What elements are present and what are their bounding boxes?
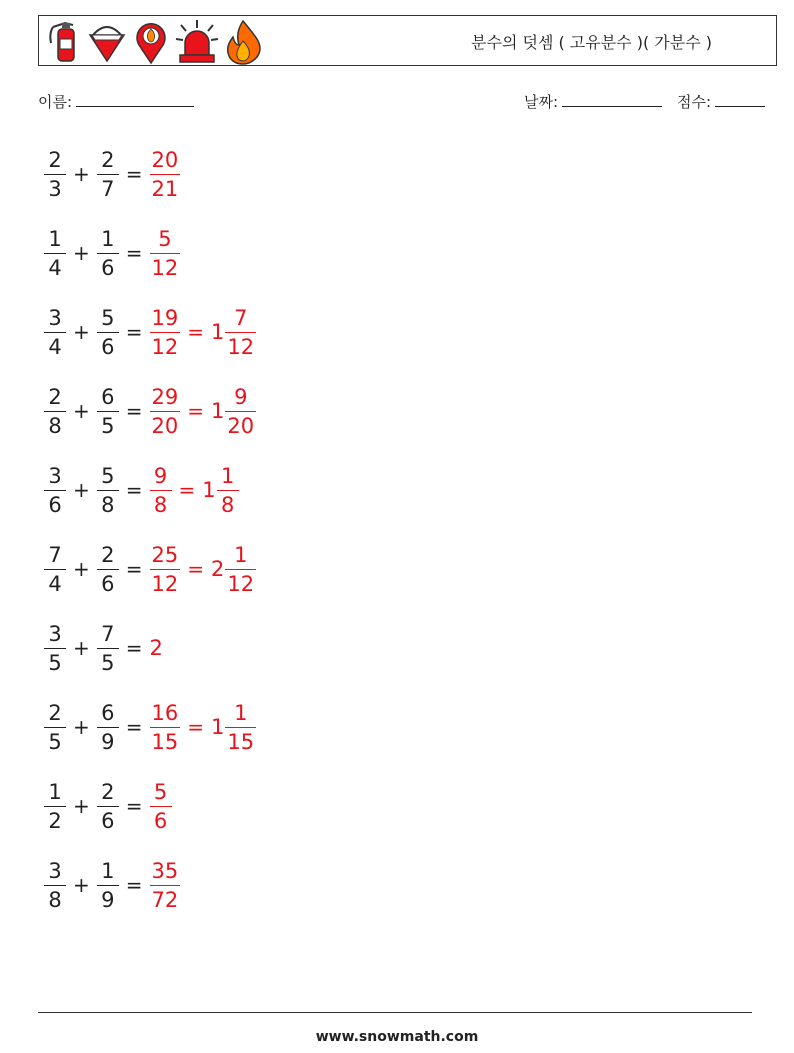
problem-row <box>44 616 164 680</box>
addend-fraction <box>97 621 119 676</box>
addend-fraction-denominator: 8 <box>101 492 115 517</box>
mixed-number-whole: 2 <box>211 557 225 581</box>
addend-fraction-numerator: 2 <box>101 542 115 567</box>
answer-fraction-denominator: 72 <box>151 887 179 912</box>
footer-divider <box>38 1012 752 1013</box>
addend-fraction-denominator: 6 <box>101 808 115 833</box>
addend-fraction-bar <box>97 332 119 333</box>
equals-sign: = <box>125 715 143 739</box>
addend-fraction-bar <box>44 332 66 333</box>
addend-fraction-numerator: 5 <box>101 463 115 488</box>
mixed-number-fraction-bar <box>225 727 256 728</box>
equals-sign: = <box>187 557 205 581</box>
answer-fraction-bar <box>150 174 181 175</box>
plus-sign: + <box>73 320 90 344</box>
worksheet-title: 분수의 덧셈 ( 고유분수 )( 가분수 ) <box>471 33 712 52</box>
score-blank[interactable] <box>715 92 765 107</box>
mixed-number-fraction-denominator: 12 <box>227 334 255 359</box>
addend-fraction-denominator: 6 <box>101 255 115 280</box>
alarm-siren-icon <box>175 19 219 65</box>
addend-fraction <box>97 463 119 518</box>
addend-fraction <box>44 226 66 281</box>
addend-fraction-bar <box>44 253 66 254</box>
equals-sign: = <box>125 399 143 423</box>
mixed-number-fraction <box>225 384 256 439</box>
fire-location-pin-icon <box>131 19 171 65</box>
problem-row <box>44 379 256 443</box>
addend-fraction-denominator: 7 <box>101 176 115 201</box>
addend-fraction-denominator: 4 <box>48 334 62 359</box>
plus-sign: + <box>73 241 90 265</box>
addend-fraction-numerator: 1 <box>101 226 115 251</box>
name-blank[interactable] <box>76 92 194 107</box>
date-blank[interactable] <box>562 92 662 107</box>
problem-row <box>44 774 172 838</box>
addend-fraction-numerator: 7 <box>101 621 115 646</box>
addend-fraction-bar <box>44 806 66 807</box>
addend-fraction-denominator: 9 <box>101 887 115 912</box>
answer-fraction <box>150 542 181 597</box>
answer-fraction-numerator: 20 <box>151 147 179 172</box>
plus-sign: + <box>73 715 90 739</box>
mixed-number-fraction-numerator: 1 <box>234 700 248 725</box>
answer-fraction-bar <box>150 885 181 886</box>
addend-fraction-bar <box>44 490 66 491</box>
mixed-number-fraction <box>225 542 256 597</box>
answer-fraction <box>150 700 181 755</box>
addend-fraction-denominator: 5 <box>48 729 62 754</box>
addend-fraction-denominator: 5 <box>48 650 62 675</box>
fire-flame-icon <box>223 19 263 65</box>
addend-fraction <box>97 542 119 597</box>
mixed-number-fraction-numerator: 1 <box>220 463 235 488</box>
answer-fraction <box>150 147 181 202</box>
mixed-number-whole: 1 <box>202 478 216 502</box>
addend-fraction-bar <box>97 569 119 570</box>
answer-fraction-bar <box>150 727 181 728</box>
date-field <box>524 91 662 112</box>
addend-fraction-numerator: 2 <box>48 700 62 725</box>
fire-bucket-icon <box>87 19 127 63</box>
mixed-number-fraction-denominator: 12 <box>227 571 255 596</box>
addend-fraction-numerator: 7 <box>48 542 62 567</box>
addend-fraction-numerator: 2 <box>101 779 115 804</box>
mixed-number-fraction-numerator: 9 <box>234 384 248 409</box>
addend-fraction-denominator: 6 <box>101 571 115 596</box>
addend-fraction-numerator: 2 <box>101 147 115 172</box>
answer-fraction-denominator: 12 <box>151 255 179 280</box>
addend-fraction-bar <box>97 806 119 807</box>
mixed-number-fraction-bar <box>225 411 256 412</box>
mixed-number-whole: 1 <box>211 399 225 423</box>
answer-fraction-bar <box>150 806 172 807</box>
addend-fraction <box>44 384 66 439</box>
addend-fraction-bar <box>44 648 66 649</box>
answer-fraction-numerator: 5 <box>158 226 172 251</box>
answer-fraction-bar <box>150 569 181 570</box>
addend-fraction <box>97 384 119 439</box>
answer-fraction-denominator: 20 <box>151 413 179 438</box>
addend-fraction <box>97 858 119 913</box>
date-label: 날짜: <box>524 93 559 111</box>
addend-fraction-numerator: 2 <box>48 384 62 409</box>
addend-fraction-denominator: 4 <box>48 571 62 596</box>
addend-fraction-bar <box>97 490 119 491</box>
name-field <box>38 91 194 112</box>
answer-fraction-numerator: 5 <box>153 779 168 804</box>
addend-fraction-numerator: 1 <box>48 226 62 251</box>
mixed-number-fraction-denominator: 20 <box>227 413 255 438</box>
answer-fraction-numerator: 9 <box>153 463 168 488</box>
addend-fraction <box>97 226 119 281</box>
addend-fraction <box>44 542 66 597</box>
worksheet-header <box>38 15 777 66</box>
answer-fraction-numerator: 19 <box>151 305 179 330</box>
problem-row <box>44 142 180 206</box>
problem-row <box>44 537 256 601</box>
addend-fraction-denominator: 8 <box>48 887 62 912</box>
mixed-number-whole: 1 <box>211 715 225 739</box>
score-label: 점수: <box>677 93 712 111</box>
answer-fraction <box>150 779 172 834</box>
answer-fraction <box>150 305 181 360</box>
addend-fraction-bar <box>97 648 119 649</box>
score-field <box>677 91 765 112</box>
addend-fraction-numerator: 3 <box>48 463 62 488</box>
answer-fraction-bar <box>150 332 181 333</box>
addend-fraction <box>44 147 66 202</box>
addend-fraction-numerator: 6 <box>101 384 115 409</box>
addend-fraction-numerator: 3 <box>48 305 62 330</box>
mixed-number-fraction <box>217 463 239 518</box>
addend-fraction-numerator: 1 <box>48 779 62 804</box>
equals-sign: = <box>125 241 143 265</box>
equals-sign: = <box>125 636 143 660</box>
mixed-number-fraction-bar <box>217 490 239 491</box>
equals-sign: = <box>125 873 143 897</box>
answer-fraction-bar <box>150 253 181 254</box>
answer-fraction <box>150 226 181 281</box>
answer-fraction-numerator: 25 <box>151 542 179 567</box>
addend-fraction <box>44 779 66 834</box>
addend-fraction-bar <box>97 253 119 254</box>
addend-fraction <box>97 779 119 834</box>
addend-fraction <box>97 147 119 202</box>
addend-fraction-bar <box>44 411 66 412</box>
addend-fraction-numerator: 1 <box>101 858 115 883</box>
addend-fraction-bar <box>44 727 66 728</box>
addend-fraction-bar <box>44 174 66 175</box>
addend-fraction <box>44 463 66 518</box>
plus-sign: + <box>73 794 90 818</box>
addend-fraction <box>97 700 119 755</box>
addend-fraction-bar <box>44 885 66 886</box>
plus-sign: + <box>73 399 90 423</box>
addend-fraction-bar <box>97 727 119 728</box>
addend-fraction-bar <box>44 569 66 570</box>
addend-fraction-denominator: 8 <box>48 413 62 438</box>
mixed-number-fraction-numerator: 7 <box>234 305 248 330</box>
plus-sign: + <box>73 478 90 502</box>
addend-fraction-numerator: 2 <box>48 147 62 172</box>
plus-sign: + <box>73 557 90 581</box>
addend-fraction <box>44 305 66 360</box>
addend-fraction-numerator: 5 <box>101 305 115 330</box>
answer-fraction-bar <box>150 490 172 491</box>
addend-fraction-denominator: 4 <box>48 255 62 280</box>
answer-fraction <box>150 858 181 913</box>
equals-sign: = <box>187 399 205 423</box>
addend-fraction <box>44 621 66 676</box>
mixed-number-fraction <box>225 700 256 755</box>
addend-fraction-numerator: 3 <box>48 621 62 646</box>
mixed-number-fraction-denominator: 8 <box>220 492 235 517</box>
equals-sign: = <box>125 162 143 186</box>
mixed-number-fraction-bar <box>225 569 256 570</box>
problem-row <box>44 458 239 522</box>
answer-fraction <box>150 384 181 439</box>
equals-sign: = <box>125 478 143 502</box>
answer-fraction-numerator: 29 <box>151 384 179 409</box>
addend-fraction-bar <box>97 174 119 175</box>
addend-fraction <box>44 858 66 913</box>
equals-sign: = <box>178 478 196 502</box>
addend-fraction <box>97 305 119 360</box>
answer-fraction-denominator: 6 <box>153 808 168 833</box>
mixed-number-fraction-denominator: 15 <box>227 729 255 754</box>
answer-fraction-denominator: 8 <box>153 492 168 517</box>
addend-fraction-denominator: 2 <box>48 808 62 833</box>
plus-sign: + <box>73 162 90 186</box>
footer-url: www.snowmath.com <box>315 1029 479 1045</box>
answer-whole-number: 2 <box>149 636 163 660</box>
equals-sign: = <box>125 794 143 818</box>
mixed-number-whole: 1 <box>211 320 225 344</box>
answer-fraction-denominator: 12 <box>151 571 179 596</box>
addend-fraction-bar <box>97 411 119 412</box>
addend-fraction-numerator: 3 <box>48 858 62 883</box>
addend-fraction-denominator: 9 <box>101 729 115 754</box>
equals-sign: = <box>187 320 205 344</box>
problem-row <box>44 221 180 285</box>
addend-fraction-denominator: 6 <box>48 492 62 517</box>
addend-fraction <box>44 700 66 755</box>
addend-fraction-bar <box>97 885 119 886</box>
name-label: 이름: <box>38 93 73 111</box>
addend-fraction-numerator: 6 <box>101 700 115 725</box>
problem-row <box>44 695 256 759</box>
addend-fraction-denominator: 3 <box>48 176 62 201</box>
answer-fraction <box>150 463 172 518</box>
equals-sign: = <box>125 557 143 581</box>
mixed-number-fraction-bar <box>225 332 256 333</box>
equals-sign: = <box>125 320 143 344</box>
equals-sign: = <box>187 715 205 739</box>
addend-fraction-denominator: 5 <box>101 650 115 675</box>
answer-fraction-numerator: 35 <box>151 858 179 883</box>
answer-fraction-numerator: 16 <box>151 700 179 725</box>
answer-fraction-denominator: 21 <box>151 176 179 201</box>
answer-fraction-denominator: 12 <box>151 334 179 359</box>
problem-row <box>44 300 256 364</box>
plus-sign: + <box>73 873 90 897</box>
fire-extinguisher-icon <box>45 19 85 63</box>
problem-row <box>44 853 180 917</box>
plus-sign: + <box>73 636 90 660</box>
mixed-number-fraction <box>225 305 256 360</box>
answer-fraction-denominator: 15 <box>151 729 179 754</box>
mixed-number-fraction-numerator: 1 <box>234 542 248 567</box>
addend-fraction-denominator: 6 <box>101 334 115 359</box>
answer-fraction-bar <box>150 411 181 412</box>
addend-fraction-denominator: 5 <box>101 413 115 438</box>
